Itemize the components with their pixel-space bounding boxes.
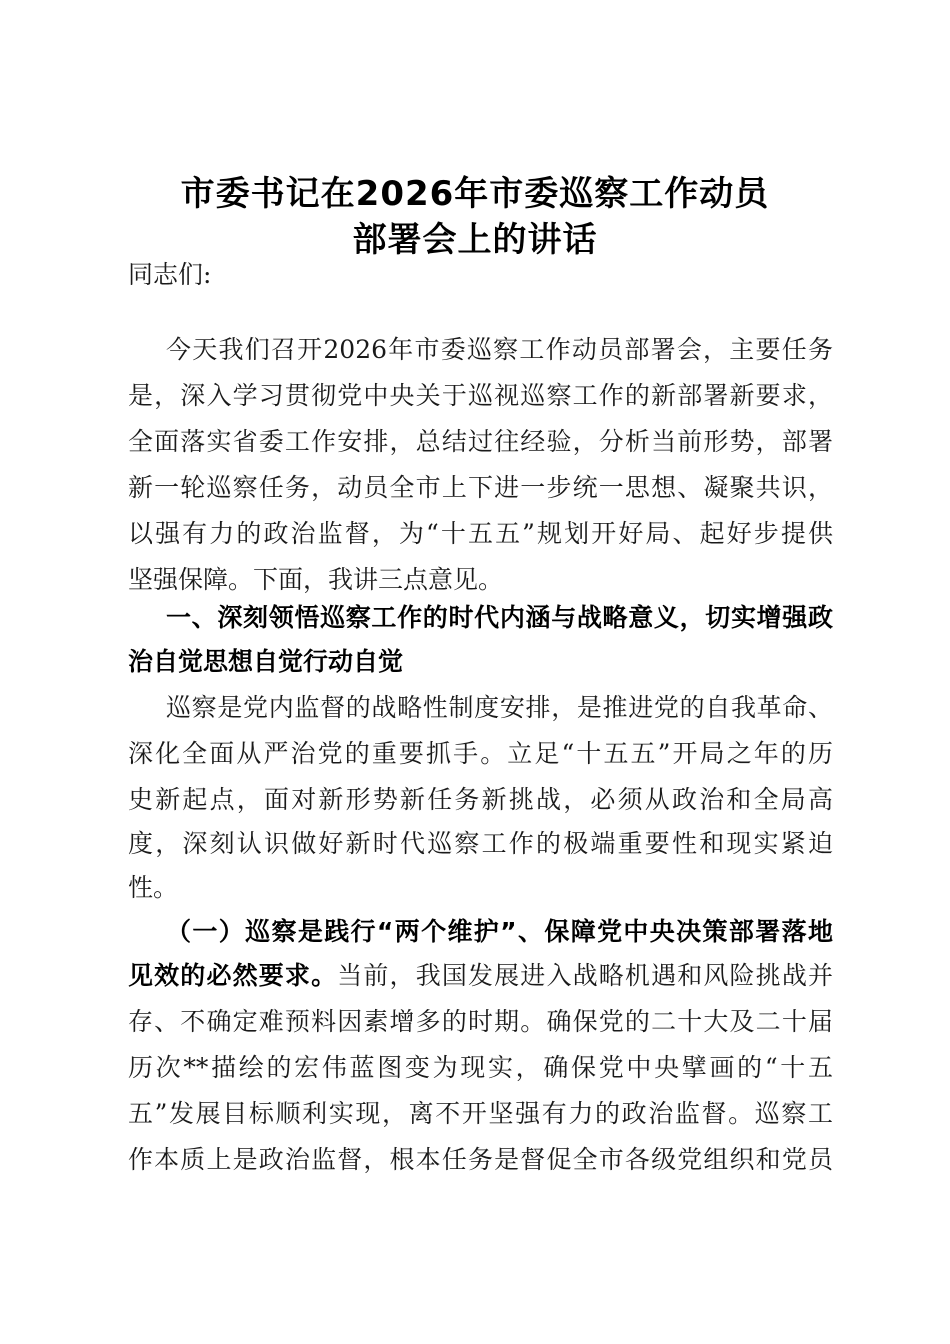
paragraph-1-line: 今天我们召开2026年市委巡察工作动员部署会，主要任务 <box>166 335 833 364</box>
subsection-heading-tail: 见效的必然要求。 <box>128 961 338 990</box>
paragraph-2-line: 史新起点，面对新形势新任务新挑战，必须从政治和全局高 <box>128 785 833 814</box>
paragraph-3-line: 存、不确定难预料因素增多的时期。确保党的二十大及二十届 <box>128 1007 833 1036</box>
document-title-line-1: 市委书记在2026年市委巡察工作动员 <box>180 174 770 214</box>
paragraph-2-line: 性。 <box>128 873 179 902</box>
paragraph-1-line: 是，深入学习贯彻党中央关于巡视巡察工作的新部署新要求， <box>128 381 833 410</box>
section-heading-1: 一、深刻领悟巡察工作的时代内涵与战略意义，切实增强政 <box>166 603 833 632</box>
paragraph-1-line: 坚强保障。下面，我讲三点意见。 <box>128 565 504 594</box>
paragraph-3-text: 当前，我国发展进入战略机遇和风险挑战并 <box>337 961 833 990</box>
subsection-heading: （一）巡察是践行“两个维护”、保障党中央决策部署落地 <box>166 917 833 946</box>
paragraph-3-line: 作本质上是政治监督，根本任务是督促全市各级党组织和党员 <box>128 1145 833 1174</box>
paragraph-1-line: 以强有力的政治监督，为“十五五”规划开好局、起好步提供 <box>128 519 833 548</box>
paragraph-3-line: 历次**描绘的宏伟蓝图变为现实，确保党中央擘画的“十五 <box>128 1053 833 1082</box>
section-heading-1: 治自觉思想自觉行动自觉 <box>128 647 404 676</box>
document-title-line-2: 部署会上的讲话 <box>352 220 598 260</box>
paragraph-2-line: 巡察是党内监督的战略性制度安排，是推进党的自我革命、 <box>166 693 833 722</box>
paragraph-3-line <box>128 958 833 994</box>
paragraph-1-line: 全面落实省委工作安排，总结过往经验，分析当前形势，部署 <box>128 427 833 456</box>
paragraph-3-line: 五”发展目标顺利实现，离不开坚强有力的政治监督。巡察工 <box>128 1099 833 1128</box>
salutation: 同志们: <box>128 260 212 289</box>
paragraph-2-line: 度，深刻认识做好新时代巡察工作的极端重要性和现实紧迫 <box>128 829 833 858</box>
paragraph-2-line: 深化全面从严治党的重要抓手。立足“十五五”开局之年的历 <box>128 739 833 768</box>
paragraph-1-line: 新一轮巡察任务，动员全市上下进一步统一思想、凝聚共识， <box>128 473 833 502</box>
